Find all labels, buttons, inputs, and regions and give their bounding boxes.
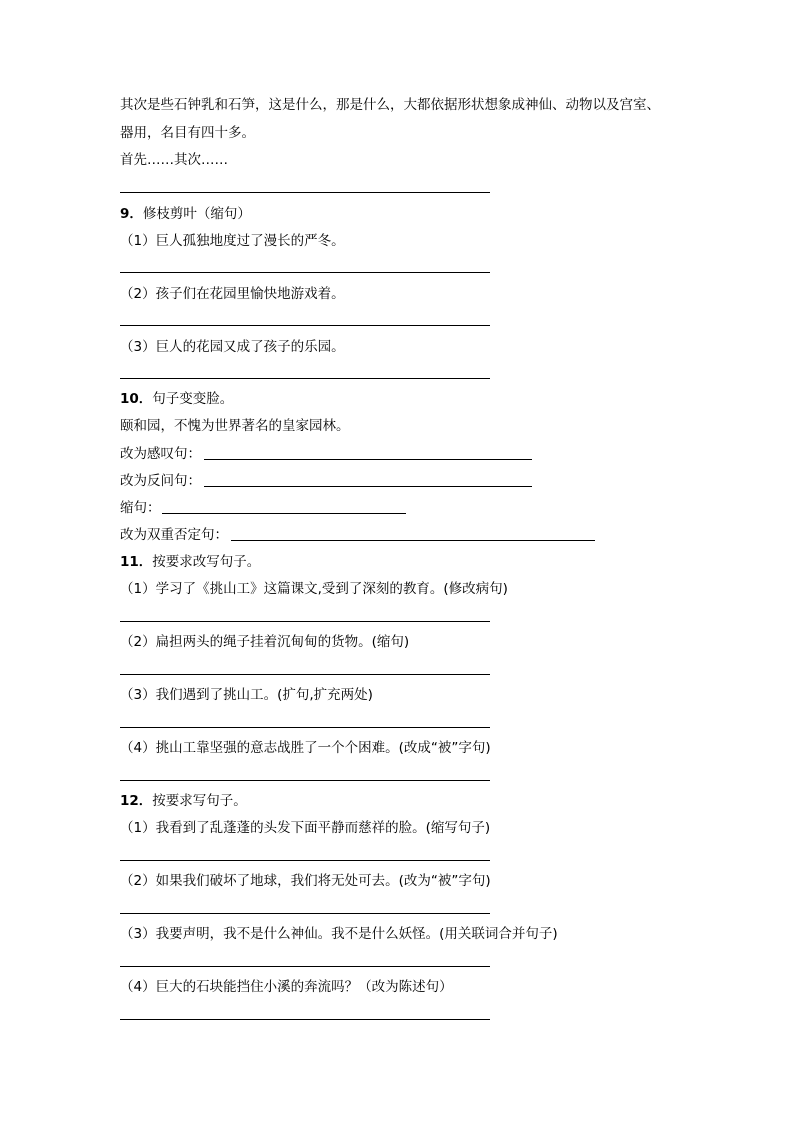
q11-number: 11．	[120, 554, 153, 570]
q10-number: 10．	[120, 391, 153, 407]
q11-answer-line-4[interactable]	[120, 780, 490, 781]
q12-item-3: （3）我要声明，我不是什么神仙。我不是什么妖怪。(用关联词合并句子)	[120, 926, 558, 942]
q9-title: 修枝剪叶（缩句）	[142, 206, 251, 222]
q11-item-1: （1）学习了《挑山工》这篇课文,受到了深刻的教育。(修改病句)	[120, 581, 508, 597]
q12-answer-line-3[interactable]	[120, 966, 490, 967]
q12-heading	[120, 793, 247, 809]
q12-item-1: （1）我看到了乱蓬蓬的头发下面平静而慈祥的脸。(缩写句子)	[120, 820, 491, 836]
q11-answer-line-3[interactable]	[120, 727, 490, 728]
q9-item-3: （3）巨人的花园又成了孩子的乐园。	[120, 339, 345, 355]
q9-item-2: （2）孩子们在花园里愉快地游戏着。	[120, 286, 345, 302]
q12-item-4: （4）巨大的石块能挡住小溪的奔流吗？（改为陈述句）	[120, 979, 453, 995]
q8-answer-line[interactable]	[120, 192, 490, 193]
q10-label-condense: 缩句：	[120, 500, 161, 516]
q11-item-3: （3）我们遇到了挑山工。(扩句,扩充两处)	[120, 687, 373, 703]
q12-title: 按要求写句子。	[152, 793, 247, 809]
q10-answer-line-condense[interactable]	[162, 513, 406, 514]
q10-heading	[120, 391, 233, 407]
q11-item-4: （4）挑山工靠坚强的意志战胜了一个个困难。(改成“被”字句)	[120, 740, 491, 756]
q9-number: 9．	[120, 206, 143, 222]
q11-heading	[120, 554, 260, 570]
q10-answer-line-rhetorical[interactable]	[204, 486, 532, 487]
q9-answer-line-1[interactable]	[120, 272, 490, 273]
q12-item-2: （2）如果我们破坏了地球，我们将无处可去。(改为“被”字句)	[120, 873, 491, 889]
q10-answer-line-double-negative[interactable]	[231, 540, 595, 541]
q8-text-line1: 其次是些石钟乳和石笋，这是什么，那是什么，大都依据形状想象成神仙、动物以及宫室、	[120, 97, 660, 113]
q9-answer-line-2[interactable]	[120, 325, 490, 326]
q10-sentence: 颐和园，不愧为世界著名的皇家园林。	[120, 418, 350, 434]
q11-title: 按要求改写句子。	[152, 554, 261, 570]
q9-item-1: （1）巨人孤独地度过了漫长的严冬。	[120, 233, 345, 249]
q10-label-exclamation: 改为感叹句：	[120, 446, 201, 462]
q12-number: 12．	[120, 793, 153, 809]
q10-title: 句子变变脸。	[152, 391, 234, 407]
q8-prompt: 首先……其次……	[120, 152, 228, 168]
q11-answer-line-1[interactable]	[120, 621, 490, 622]
q10-label-rhetorical: 改为反问句：	[120, 473, 201, 489]
q11-answer-line-2[interactable]	[120, 674, 490, 675]
q10-answer-line-exclamation[interactable]	[204, 459, 532, 460]
q8-text-line2: 器用，名目有四十多。	[120, 125, 255, 141]
q9-heading	[120, 206, 251, 222]
q12-answer-line-4[interactable]	[120, 1019, 490, 1020]
q10-label-double-negative: 改为双重否定句：	[120, 527, 228, 543]
q12-answer-line-1[interactable]	[120, 860, 490, 861]
q11-item-2: （2）扁担两头的绳子挂着沉甸甸的货物。(缩句)	[120, 634, 410, 650]
q9-answer-line-3[interactable]	[120, 378, 490, 379]
q12-answer-line-2[interactable]	[120, 913, 490, 914]
